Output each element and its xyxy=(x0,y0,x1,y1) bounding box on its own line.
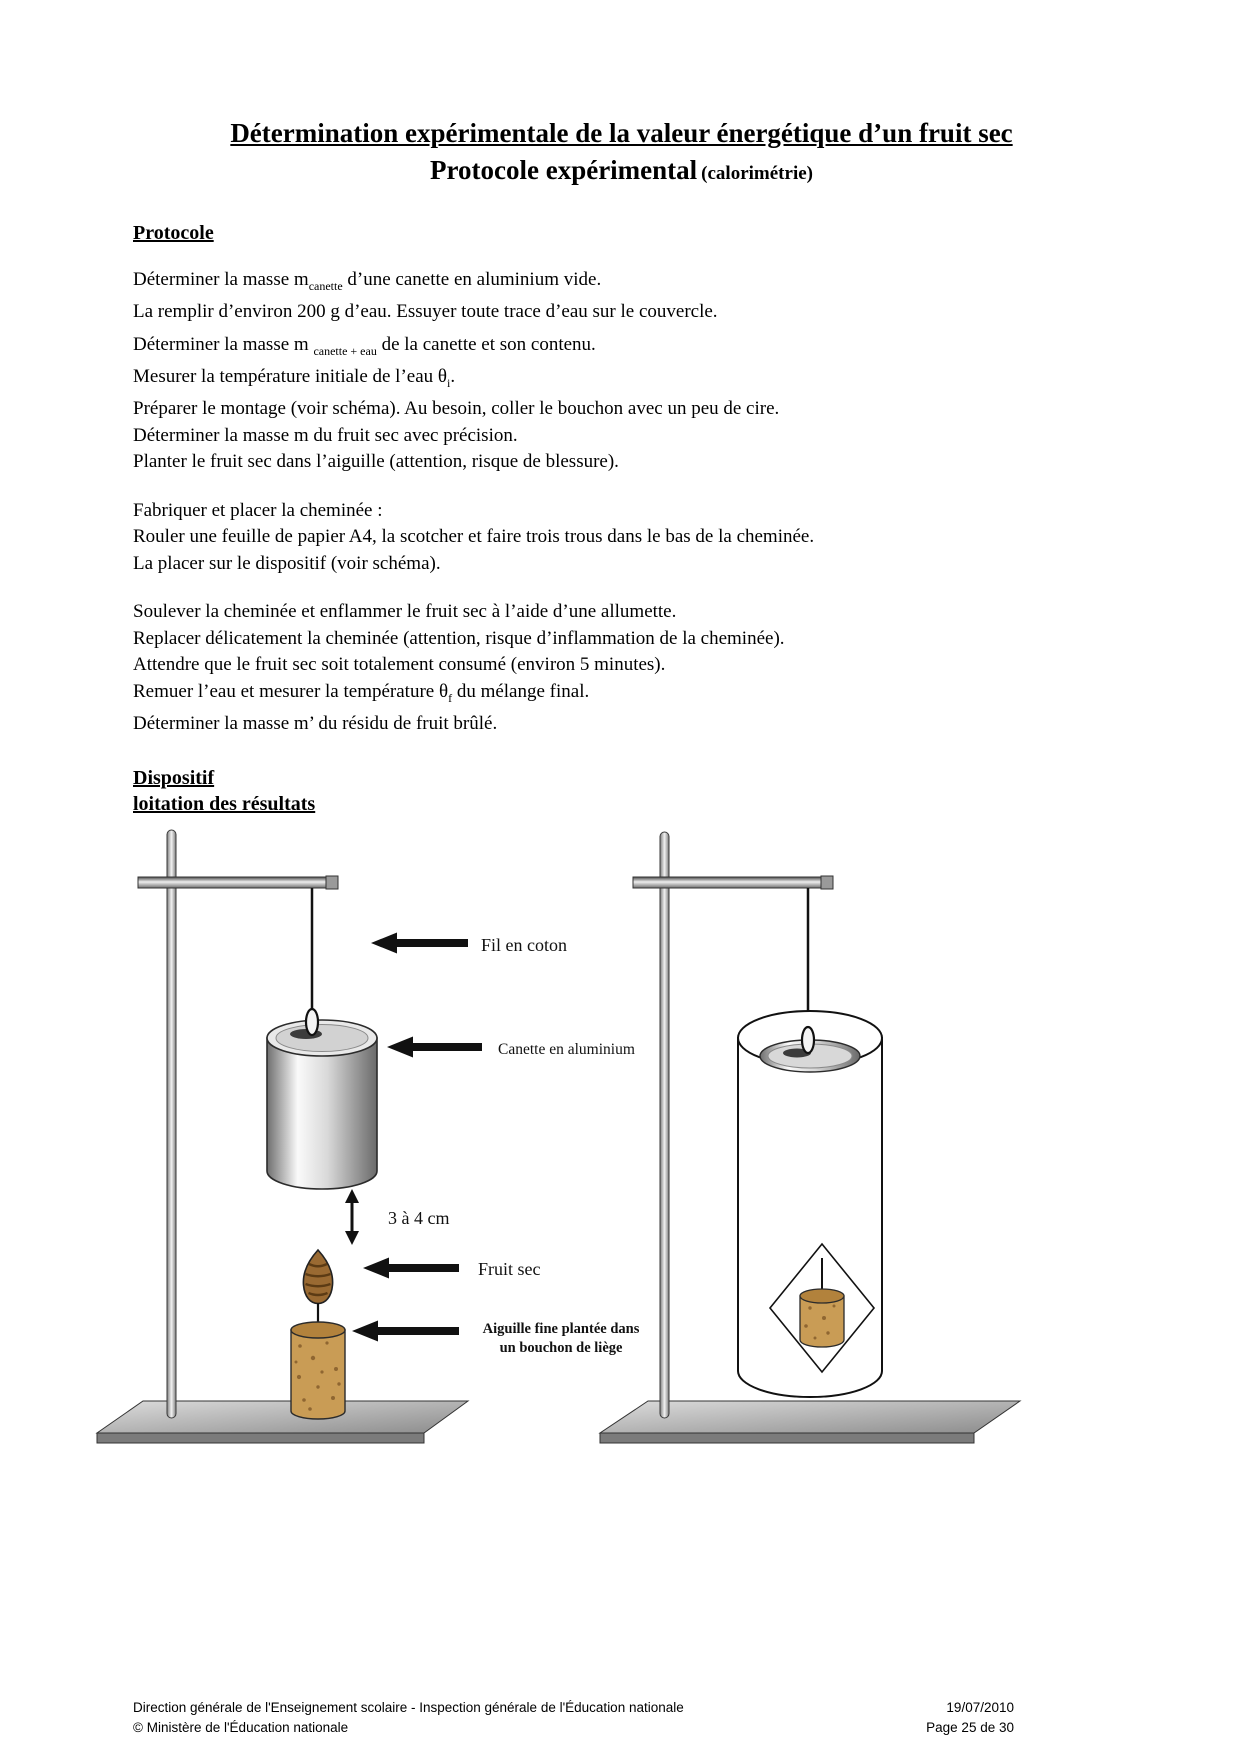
line-text: du mélange final. xyxy=(452,680,590,702)
line-text: Déterminer la masse m xyxy=(133,269,309,290)
line-text: Soulever la cheminée et enflammer le fruit sec à l’aide d’une allumette. xyxy=(133,601,677,623)
protocole-block-3 xyxy=(133,599,1110,737)
arrow-canette xyxy=(387,1037,482,1058)
protocol-line xyxy=(133,711,1110,738)
apparatus-diagram xyxy=(0,826,1240,1466)
left-stand-bar xyxy=(138,877,332,888)
line-text: Remuer l’eau et mesurer la température θ xyxy=(133,680,449,702)
label-fruit-sec: Fruit sec xyxy=(478,1259,541,1280)
footer-page-number: Page 25 de 30 xyxy=(926,1720,1014,1735)
subtitle-main: Protocole expérimental xyxy=(430,155,698,185)
protocol-line xyxy=(133,396,1110,423)
protocole-block-2 xyxy=(133,498,1110,578)
label-aiguille-line1: Aiguille fine plantée dans xyxy=(482,1321,640,1338)
line-text: Rouler une feuille de papier A4, la scotcher et faire trois trous dans le bas de la cheminée. xyxy=(133,526,815,548)
protocol-line xyxy=(133,498,1110,525)
protocol-line xyxy=(133,652,1110,679)
document-title-text: Détermination expérimentale de la valeur énergétique d’un fruit sec xyxy=(230,118,1013,148)
protocol-line xyxy=(133,599,1110,626)
left-stand-bar-cap xyxy=(326,876,338,889)
arrow-fil-en-coton xyxy=(371,933,468,954)
line-text: La remplir d’environ 200 g d’eau. Essuyer toute trace d’eau sur le couvercle. xyxy=(133,301,718,323)
footer-left xyxy=(133,1698,684,1738)
protocole-heading: Protocole xyxy=(133,222,214,244)
protocole-block-1 xyxy=(133,267,1110,476)
line-subscript: canette xyxy=(308,278,343,293)
line-subscript: i xyxy=(447,375,451,390)
line-subscript: f xyxy=(448,690,453,705)
protocol-line xyxy=(133,364,1110,396)
label-aiguille-line2: un bouchon de liège xyxy=(499,1340,623,1357)
label-canette: Canette en aluminium xyxy=(498,1041,635,1059)
protocol-line xyxy=(133,299,1110,331)
line-text: Planter le fruit sec dans l’aiguille (attention, risque de blessure). xyxy=(133,451,619,473)
line-text: de la canette et son contenu. xyxy=(376,333,596,355)
protocol-line xyxy=(133,423,1110,450)
document-content xyxy=(0,118,1240,816)
document-title xyxy=(133,118,1110,149)
cork-stopper xyxy=(291,1322,345,1419)
protocol-line xyxy=(133,626,1110,653)
subtitle-note: (calorimétrie) xyxy=(701,163,813,184)
arrow-aiguille xyxy=(352,1321,459,1342)
line-text: Fabriquer et placer la cheminée : xyxy=(133,499,383,521)
document-subtitle xyxy=(133,155,1110,186)
line-text: Déterminer la masse m xyxy=(133,333,314,355)
dispositif-heading: Dispositif xyxy=(133,767,215,790)
exploitation-heading: loitation des résultats xyxy=(133,793,316,816)
footer-right xyxy=(926,1698,1014,1738)
label-fil-en-coton: Fil en coton xyxy=(481,935,567,956)
protocol-line xyxy=(133,449,1110,476)
line-text: . xyxy=(450,365,456,387)
line-text: Replacer délicatement la cheminée (attention, risque d’inflammation de la cheminée). xyxy=(133,627,785,649)
left-stand-rod xyxy=(167,830,176,1418)
line-text: La placer sur le dispositif (voir schéma). xyxy=(133,552,441,574)
line-text: Déterminer la masse m’ du résidu de fruit brûlé. xyxy=(133,712,498,734)
diagram-labels xyxy=(352,933,640,1357)
protocol-line xyxy=(133,332,1110,364)
line-text: Attendre que le fruit sec soit totalement consumé (environ 5 minutes). xyxy=(133,654,666,676)
gap-arrow xyxy=(345,1189,359,1245)
label-distance: 3 à 4 cm xyxy=(388,1208,450,1229)
right-stand-bar xyxy=(633,877,827,888)
arrow-fruit-sec xyxy=(363,1258,459,1279)
line-text: Déterminer la masse m du fruit sec avec précision. xyxy=(133,424,518,446)
footer-date: 19/07/2010 xyxy=(946,1700,1014,1715)
base-plate-left xyxy=(97,1401,468,1443)
right-stand-rod xyxy=(660,832,669,1418)
aluminum-can xyxy=(267,1020,377,1189)
line-text: Mesurer la température initiale de l’eau θ xyxy=(133,365,448,387)
page-footer xyxy=(133,1698,1014,1738)
needle-eye-left xyxy=(306,1009,318,1035)
line-subscript: canette + eau xyxy=(313,343,377,358)
needle-eye-right xyxy=(802,1027,814,1053)
right-stand-bar-cap xyxy=(821,876,833,889)
protocol-line xyxy=(133,524,1110,551)
line-text: Préparer le montage (voir schéma). Au besoin, coller le bouchon avec un peu de cire. xyxy=(133,398,780,420)
protocol-line xyxy=(133,267,1110,299)
footer-org-line2: © Ministère de l'Éducation nationale xyxy=(133,1720,349,1735)
line-text: d’une canette en aluminium vide. xyxy=(342,269,602,290)
dried-fruit xyxy=(303,1250,332,1304)
footer-org-line1: Direction générale de l'Enseignement scolaire - Inspection générale de l'Éducation nationale xyxy=(133,1700,684,1715)
protocol-line xyxy=(133,551,1110,578)
protocol-line xyxy=(133,679,1110,711)
